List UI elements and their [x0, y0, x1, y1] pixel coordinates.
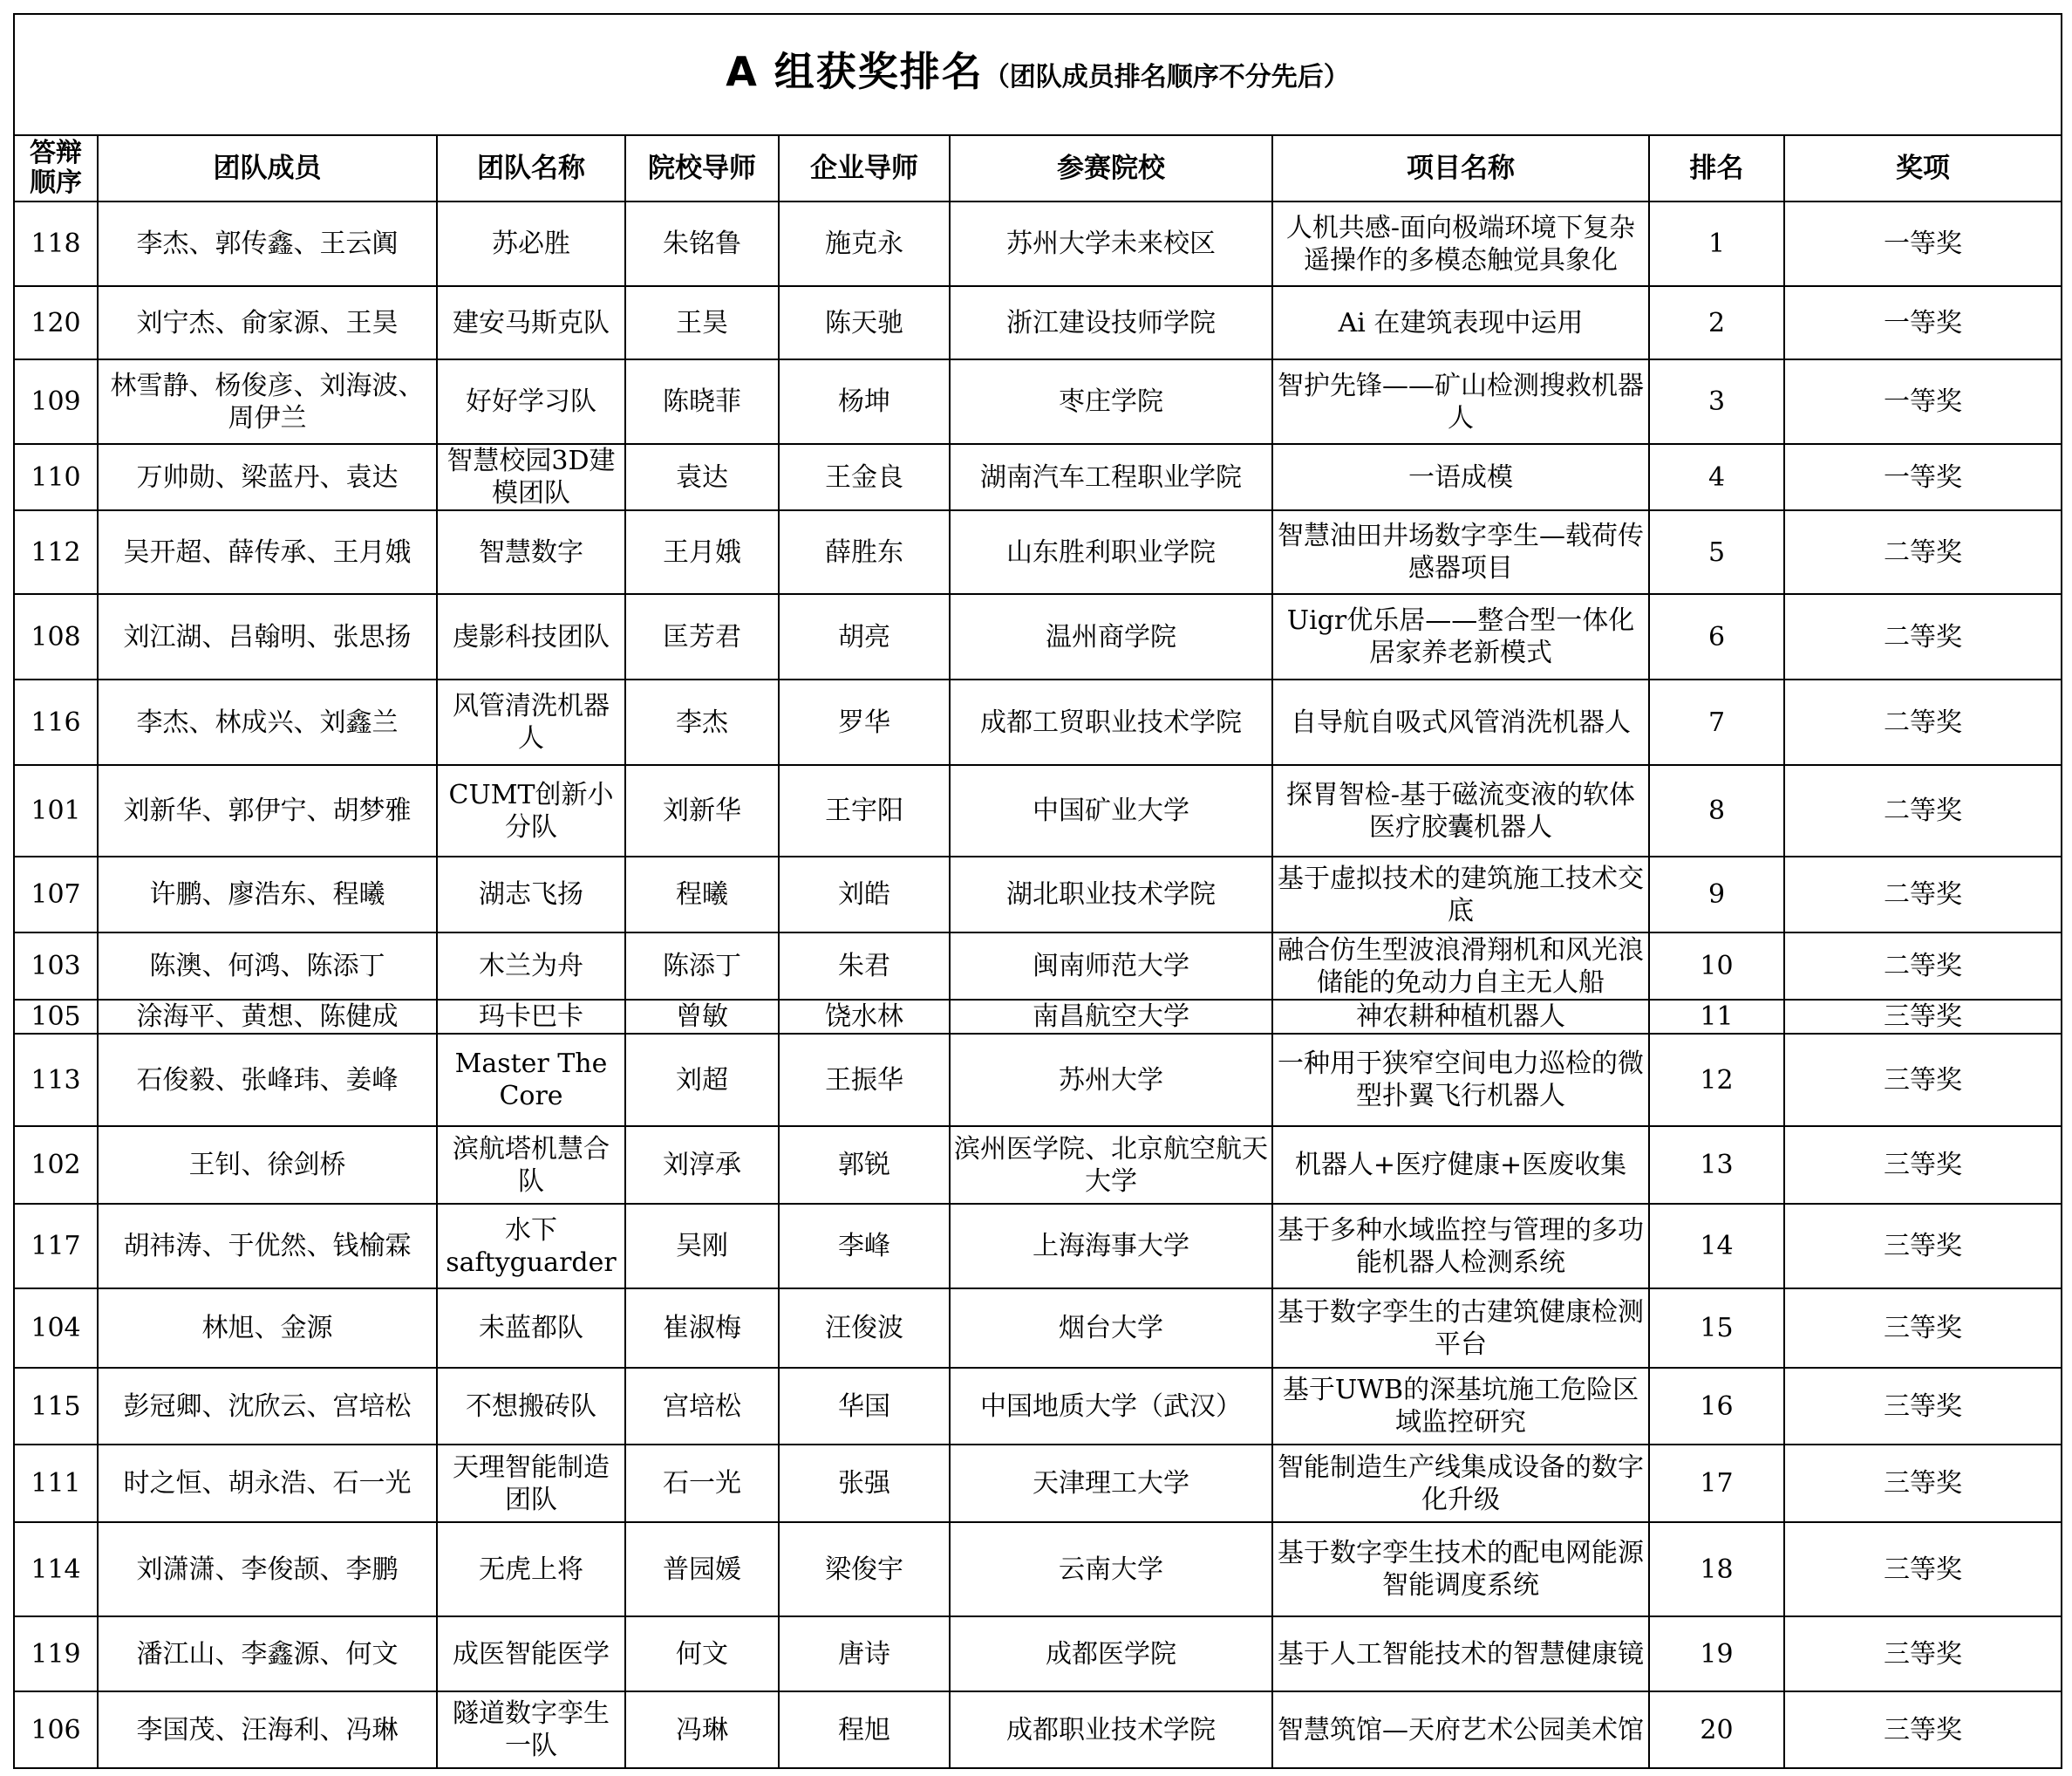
- cell-school: 温州商学院: [950, 594, 1272, 680]
- cell-project-name: 人机共感-面向极端环境下复杂遥操作的多模态触觉具象化: [1272, 202, 1649, 286]
- table-row: [14, 1288, 2062, 1368]
- cell-team-members: 万帅勋、梁蓝丹、袁达: [98, 444, 437, 510]
- cell-award: 三等奖: [1784, 1368, 2062, 1445]
- cell-company-advisor: 陈天驰: [779, 286, 950, 359]
- table-row: [14, 765, 2062, 857]
- cell-team-name: 智慧数字: [437, 510, 625, 594]
- cell-debate-order: 108: [14, 594, 98, 680]
- cell-school: 闽南师范大学: [950, 932, 1272, 1000]
- cell-team-name: 苏必胜: [437, 202, 625, 286]
- cell-debate-order: 103: [14, 932, 98, 1000]
- cell-award: 三等奖: [1784, 1204, 2062, 1288]
- cell-company-advisor: 程旭: [779, 1691, 950, 1768]
- cell-award: 二等奖: [1784, 857, 2062, 932]
- cell-project-name: 一种用于狭窄空间电力巡检的微型扑翼飞行机器人: [1272, 1034, 1649, 1126]
- table-row: [14, 1126, 2062, 1204]
- cell-debate-order: 105: [14, 1000, 98, 1034]
- cell-company-advisor: 王宇阳: [779, 765, 950, 857]
- cell-project-name: 融合仿生型波浪滑翔机和风光浪储能的免动力自主无人船: [1272, 932, 1649, 1000]
- cell-rank: 1: [1649, 202, 1784, 286]
- cell-award: 二等奖: [1784, 510, 2062, 594]
- cell-project-name: 基于数字孪生技术的配电网能源智能调度系统: [1272, 1522, 1649, 1616]
- cell-team-name: 水下saftyguarder: [437, 1204, 625, 1288]
- cell-company-advisor: 王振华: [779, 1034, 950, 1126]
- cell-team-members: 刘宁杰、俞家源、王昊: [98, 286, 437, 359]
- cell-company-advisor: 罗华: [779, 680, 950, 765]
- header-team-name: 团队名称: [437, 135, 625, 202]
- cell-company-advisor: 梁俊宇: [779, 1522, 950, 1616]
- table-row: [14, 1616, 2062, 1691]
- cell-school: 苏州大学: [950, 1034, 1272, 1126]
- cell-team-name: 不想搬砖队: [437, 1368, 625, 1445]
- cell-team-members: 时之恒、胡永浩、石一光: [98, 1445, 437, 1522]
- cell-rank: 12: [1649, 1034, 1784, 1126]
- cell-award: 三等奖: [1784, 1445, 2062, 1522]
- cell-debate-order: 113: [14, 1034, 98, 1126]
- cell-team-name: 隧道数字孪生一队: [437, 1691, 625, 1768]
- cell-team-name: Master The Core: [437, 1034, 625, 1126]
- cell-school-advisor: 普园媛: [625, 1522, 779, 1616]
- cell-rank: 13: [1649, 1126, 1784, 1204]
- table-row: [14, 1000, 2062, 1034]
- table-row: [14, 444, 2062, 510]
- cell-company-advisor: 施克永: [779, 202, 950, 286]
- cell-project-name: 神农耕种植机器人: [1272, 1000, 1649, 1034]
- cell-school-advisor: 陈晓菲: [625, 359, 779, 444]
- cell-team-name: 玛卡巴卡: [437, 1000, 625, 1034]
- cell-rank: 6: [1649, 594, 1784, 680]
- cell-team-name: 无虎上将: [437, 1522, 625, 1616]
- cell-project-name: 一语成模: [1272, 444, 1649, 510]
- table-row: [14, 202, 2062, 286]
- cell-team-members: 李杰、林成兴、刘鑫兰: [98, 680, 437, 765]
- table-row: [14, 1445, 2062, 1522]
- cell-award: 二等奖: [1784, 765, 2062, 857]
- cell-team-members: 陈澳、何鸿、陈添丁: [98, 932, 437, 1000]
- cell-school: 南昌航空大学: [950, 1000, 1272, 1034]
- header-debate-order: 答辩顺序: [14, 135, 98, 202]
- cell-team-members: 王钊、徐剑桥: [98, 1126, 437, 1204]
- cell-rank: 18: [1649, 1522, 1784, 1616]
- cell-team-name: 好好学习队: [437, 359, 625, 444]
- table-row: [14, 857, 2062, 932]
- cell-school: 浙江建设技师学院: [950, 286, 1272, 359]
- cell-school-advisor: 匡芳君: [625, 594, 779, 680]
- cell-rank: 11: [1649, 1000, 1784, 1034]
- cell-team-members: 刘新华、郭伊宁、胡梦雅: [98, 765, 437, 857]
- cell-project-name: 探胃智检-基于磁流变液的软体医疗胶囊机器人: [1272, 765, 1649, 857]
- cell-debate-order: 114: [14, 1522, 98, 1616]
- cell-debate-order: 110: [14, 444, 98, 510]
- cell-school: 中国地质大学（武汉）: [950, 1368, 1272, 1445]
- cell-project-name: 智慧油田井场数字孪生—载荷传感器项目: [1272, 510, 1649, 594]
- cell-rank: 19: [1649, 1616, 1784, 1691]
- cell-school: 苏州大学未来校区: [950, 202, 1272, 286]
- cell-award: 一等奖: [1784, 444, 2062, 510]
- cell-school: 山东胜利职业学院: [950, 510, 1272, 594]
- cell-school: 天津理工大学: [950, 1445, 1272, 1522]
- cell-project-name: 基于多种水域监控与管理的多功能机器人检测系统: [1272, 1204, 1649, 1288]
- cell-award: 三等奖: [1784, 1691, 2062, 1768]
- cell-school: 成都工贸职业技术学院: [950, 680, 1272, 765]
- table-row: [14, 1204, 2062, 1288]
- cell-team-members: 涂海平、黄想、陈健成: [98, 1000, 437, 1034]
- cell-team-members: 吴开超、薛传承、王月娥: [98, 510, 437, 594]
- cell-company-advisor: 杨坤: [779, 359, 950, 444]
- cell-team-members: 刘潇潇、李俊颉、李鹏: [98, 1522, 437, 1616]
- cell-company-advisor: 饶水林: [779, 1000, 950, 1034]
- table-row: [14, 286, 2062, 359]
- cell-company-advisor: 胡亮: [779, 594, 950, 680]
- cell-school: 枣庄学院: [950, 359, 1272, 444]
- cell-rank: 3: [1649, 359, 1784, 444]
- cell-team-name: 成医智能医学: [437, 1616, 625, 1691]
- cell-award: 二等奖: [1784, 932, 2062, 1000]
- cell-debate-order: 101: [14, 765, 98, 857]
- cell-school: 湖北职业技术学院: [950, 857, 1272, 932]
- table-row: [14, 1522, 2062, 1616]
- cell-school: 上海海事大学: [950, 1204, 1272, 1288]
- cell-team-members: 石俊毅、张峰玮、姜峰: [98, 1034, 437, 1126]
- cell-school-advisor: 刘淳承: [625, 1126, 779, 1204]
- cell-company-advisor: 薛胜东: [779, 510, 950, 594]
- cell-school-advisor: 石一光: [625, 1445, 779, 1522]
- cell-debate-order: 102: [14, 1126, 98, 1204]
- cell-team-name: 风管清洗机器人: [437, 680, 625, 765]
- title-row: [14, 14, 2062, 135]
- cell-school-advisor: 刘新华: [625, 765, 779, 857]
- table-title: [14, 14, 2062, 135]
- cell-rank: 16: [1649, 1368, 1784, 1445]
- cell-rank: 20: [1649, 1691, 1784, 1768]
- cell-rank: 15: [1649, 1288, 1784, 1368]
- cell-company-advisor: 汪俊波: [779, 1288, 950, 1368]
- table-row: [14, 594, 2062, 680]
- cell-project-name: 机器人+医疗健康+医废收集: [1272, 1126, 1649, 1204]
- cell-school-advisor: 袁达: [625, 444, 779, 510]
- cell-debate-order: 119: [14, 1616, 98, 1691]
- cell-school-advisor: 程曦: [625, 857, 779, 932]
- table-row: [14, 1691, 2062, 1768]
- cell-company-advisor: 张强: [779, 1445, 950, 1522]
- header-project-name: 项目名称: [1272, 135, 1649, 202]
- cell-team-name: 智慧校园3D建模团队: [437, 444, 625, 510]
- cell-project-name: 自导航自吸式风管消洗机器人: [1272, 680, 1649, 765]
- cell-school-advisor: 王月娥: [625, 510, 779, 594]
- cell-award: 一等奖: [1784, 359, 2062, 444]
- cell-school: 滨州医学院、北京航空航天大学: [950, 1126, 1272, 1204]
- cell-award: 三等奖: [1784, 1288, 2062, 1368]
- cell-debate-order: 118: [14, 202, 98, 286]
- cell-award: 三等奖: [1784, 1126, 2062, 1204]
- cell-debate-order: 115: [14, 1368, 98, 1445]
- cell-project-name: 智慧筑馆—天府艺术公园美术馆: [1272, 1691, 1649, 1768]
- cell-project-name: 基于UWB的深基坑施工危险区域监控研究: [1272, 1368, 1649, 1445]
- table-row: [14, 510, 2062, 594]
- award-ranking-table: [13, 13, 2062, 1769]
- cell-school-advisor: 朱铭鲁: [625, 202, 779, 286]
- cell-company-advisor: 郭锐: [779, 1126, 950, 1204]
- table-row: [14, 359, 2062, 444]
- header-rank: 排名: [1649, 135, 1784, 202]
- cell-team-members: 李国茂、汪海利、冯琳: [98, 1691, 437, 1768]
- cell-school-advisor: 崔淑梅: [625, 1288, 779, 1368]
- cell-award: 三等奖: [1784, 1034, 2062, 1126]
- cell-rank: 4: [1649, 444, 1784, 510]
- cell-school: 中国矿业大学: [950, 765, 1272, 857]
- cell-team-name: CUMT创新小分队: [437, 765, 625, 857]
- cell-debate-order: 111: [14, 1445, 98, 1522]
- cell-school-advisor: 刘超: [625, 1034, 779, 1126]
- cell-rank: 5: [1649, 510, 1784, 594]
- cell-project-name: 基于数字孪生的古建筑健康检测平台: [1272, 1288, 1649, 1368]
- cell-team-members: 刘江湖、吕翰明、张思扬: [98, 594, 437, 680]
- cell-team-name: 建安马斯克队: [437, 286, 625, 359]
- table-body: [14, 202, 2062, 1768]
- cell-company-advisor: 李峰: [779, 1204, 950, 1288]
- cell-award: 三等奖: [1784, 1000, 2062, 1034]
- cell-debate-order: 106: [14, 1691, 98, 1768]
- cell-school-advisor: 李杰: [625, 680, 779, 765]
- cell-team-name: 虔影科技团队: [437, 594, 625, 680]
- cell-team-members: 李杰、郭传鑫、王云阗: [98, 202, 437, 286]
- cell-rank: 14: [1649, 1204, 1784, 1288]
- cell-rank: 2: [1649, 286, 1784, 359]
- cell-debate-order: 104: [14, 1288, 98, 1368]
- cell-company-advisor: 王金良: [779, 444, 950, 510]
- table-row: [14, 932, 2062, 1000]
- cell-school-advisor: 何文: [625, 1616, 779, 1691]
- cell-debate-order: 109: [14, 359, 98, 444]
- cell-school: 云南大学: [950, 1522, 1272, 1616]
- cell-company-advisor: 唐诗: [779, 1616, 950, 1691]
- cell-school-advisor: 王昊: [625, 286, 779, 359]
- title-note: （团队成员排名顺序不分先后）: [983, 62, 1350, 92]
- cell-rank: 17: [1649, 1445, 1784, 1522]
- cell-project-name: 智护先锋——矿山检测搜救机器人: [1272, 359, 1649, 444]
- cell-school-advisor: 曾敏: [625, 1000, 779, 1034]
- cell-debate-order: 112: [14, 510, 98, 594]
- cell-school-advisor: 陈添丁: [625, 932, 779, 1000]
- cell-team-name: 湖志飞扬: [437, 857, 625, 932]
- cell-school-advisor: 冯琳: [625, 1691, 779, 1768]
- cell-award: 二等奖: [1784, 594, 2062, 680]
- cell-rank: 8: [1649, 765, 1784, 857]
- cell-team-members: 彭冠卿、沈欣云、宫培松: [98, 1368, 437, 1445]
- cell-debate-order: 120: [14, 286, 98, 359]
- cell-debate-order: 116: [14, 680, 98, 765]
- cell-project-name: Uigr优乐居——整合型一体化居家养老新模式: [1272, 594, 1649, 680]
- cell-school: 湖南汽车工程职业学院: [950, 444, 1272, 510]
- table-row: [14, 1034, 2062, 1126]
- cell-team-members: 胡祎涛、于优然、钱榆霖: [98, 1204, 437, 1288]
- cell-debate-order: 107: [14, 857, 98, 932]
- cell-award: 一等奖: [1784, 202, 2062, 286]
- cell-school-advisor: 吴刚: [625, 1204, 779, 1288]
- cell-team-members: 林雪静、杨俊彦、刘海波、周伊兰: [98, 359, 437, 444]
- title-main: A 组获奖排名: [726, 48, 984, 95]
- cell-rank: 9: [1649, 857, 1784, 932]
- cell-team-name: 滨航塔机慧合队: [437, 1126, 625, 1204]
- cell-team-members: 许鹏、廖浩东、程曦: [98, 857, 437, 932]
- cell-team-members: 潘江山、李鑫源、何文: [98, 1616, 437, 1691]
- cell-company-advisor: 华国: [779, 1368, 950, 1445]
- cell-school-advisor: 宫培松: [625, 1368, 779, 1445]
- cell-rank: 7: [1649, 680, 1784, 765]
- cell-debate-order: 117: [14, 1204, 98, 1288]
- cell-team-name: 天理智能制造团队: [437, 1445, 625, 1522]
- cell-project-name: 智能制造生产线集成设备的数字化升级: [1272, 1445, 1649, 1522]
- cell-award: 三等奖: [1784, 1616, 2062, 1691]
- cell-school: 成都职业技术学院: [950, 1691, 1272, 1768]
- cell-project-name: 基于人工智能技术的智慧健康镜: [1272, 1616, 1649, 1691]
- table-row: [14, 1368, 2062, 1445]
- cell-project-name: 基于虚拟技术的建筑施工技术交底: [1272, 857, 1649, 932]
- header-school-advisor: 院校导师: [625, 135, 779, 202]
- cell-rank: 10: [1649, 932, 1784, 1000]
- cell-company-advisor: 刘皓: [779, 857, 950, 932]
- cell-project-name: Ai 在建筑表现中运用: [1272, 286, 1649, 359]
- header-company-advisor: 企业导师: [779, 135, 950, 202]
- cell-team-name: 未蓝都队: [437, 1288, 625, 1368]
- cell-award: 三等奖: [1784, 1522, 2062, 1616]
- header-school: 参赛院校: [950, 135, 1272, 202]
- table-row: [14, 680, 2062, 765]
- cell-award: 一等奖: [1784, 286, 2062, 359]
- cell-award: 二等奖: [1784, 680, 2062, 765]
- cell-team-name: 木兰为舟: [437, 932, 625, 1000]
- cell-school: 烟台大学: [950, 1288, 1272, 1368]
- header-team-members: 团队成员: [98, 135, 437, 202]
- cell-company-advisor: 朱君: [779, 932, 950, 1000]
- header-award: 奖项: [1784, 135, 2062, 202]
- cell-school: 成都医学院: [950, 1616, 1272, 1691]
- cell-team-members: 林旭、金源: [98, 1288, 437, 1368]
- header-row: [14, 135, 2062, 202]
